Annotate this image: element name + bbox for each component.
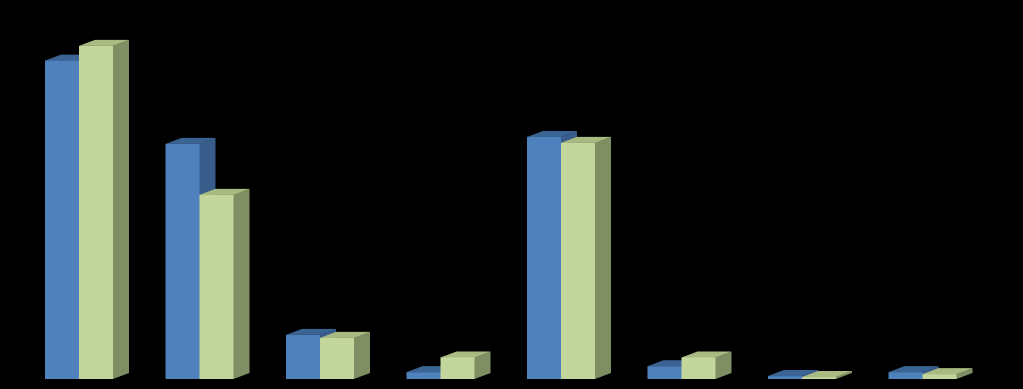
bar-s2-c5: [561, 137, 611, 379]
bar-front-face: [682, 357, 716, 379]
bar-s2-c3: [320, 332, 370, 379]
bar-front-face: [407, 372, 441, 379]
bar-front-face: [200, 195, 234, 379]
bar-front-face: [889, 372, 923, 379]
bar-side-face: [595, 137, 611, 379]
bar-front-face: [648, 366, 682, 379]
bar-s2-c4: [441, 351, 491, 379]
bar-front-face: [923, 374, 957, 379]
bar-front-face: [802, 377, 836, 379]
bar-front-face: [441, 357, 475, 379]
bar-s2-c2: [200, 189, 250, 379]
bar-front-face: [45, 61, 79, 379]
bar-front-face: [286, 335, 320, 379]
bar-s2-c6: [682, 351, 732, 379]
bar-front-face: [320, 338, 354, 379]
bar-front-face: [561, 143, 595, 379]
bar-front-face: [768, 376, 802, 379]
bar-s2-c1: [79, 40, 129, 379]
bar-side-face: [113, 40, 129, 379]
bar-side-face: [234, 189, 250, 379]
bar-front-face: [166, 144, 200, 379]
bar-side-face: [354, 332, 370, 379]
bar-front-face: [527, 137, 561, 379]
bar-front-face: [79, 46, 113, 379]
